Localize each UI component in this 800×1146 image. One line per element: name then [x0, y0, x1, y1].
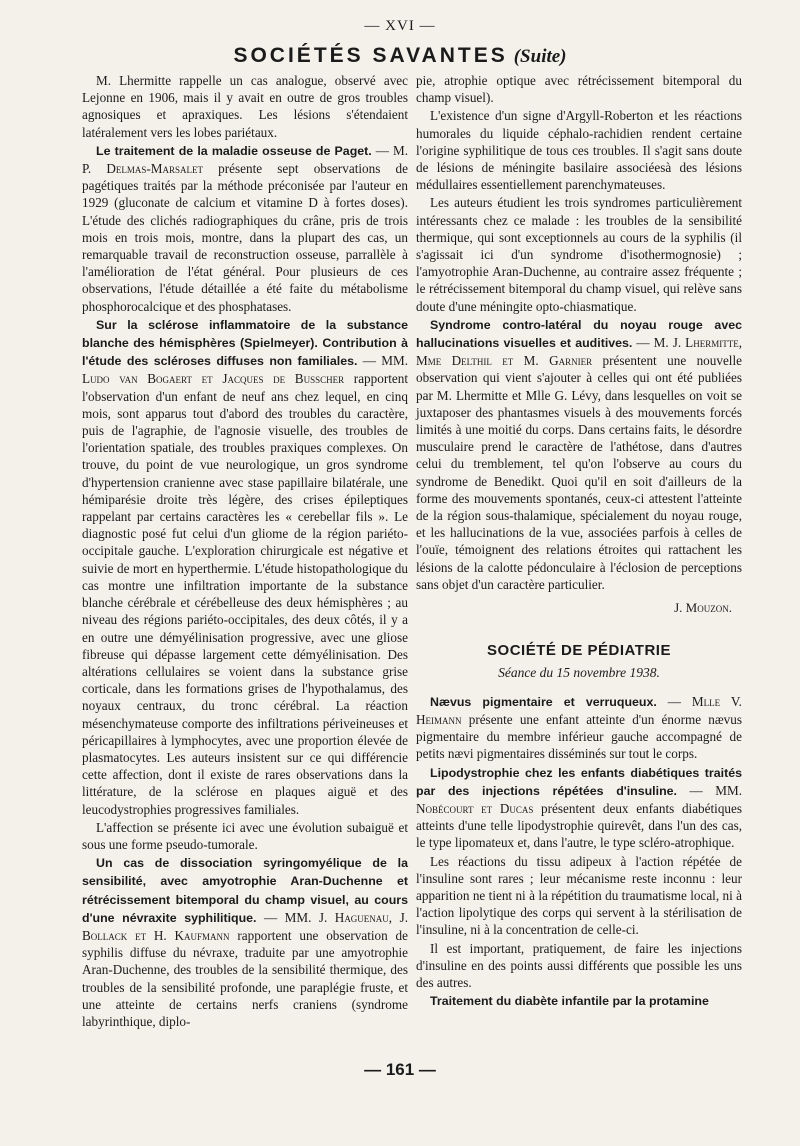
dash: — — [357, 353, 382, 369]
article-text: présente une enfant atteinte d'un énorme nævus pigmentaire du membre inférieur gauche accompagné de petits nævi pigmentaires disséminés sur tout le corps. — [416, 711, 742, 762]
right-column — [416, 72, 742, 1011]
running-head: — XVI — — [364, 18, 436, 34]
article-title: Syndrome contro-latéral du noyau rouge avec hallucinations visuelles et auditives. — [416, 317, 742, 351]
article-title: Lipodystrophie chez les enfants diabétiques traités par des injections répétées d'insuline. — [416, 765, 742, 798]
page-title — [0, 44, 800, 68]
right-paragraph-8: Il est important, pratiquement, de faire les injections d'insuline en des points aussi différents que possible les uns des autres. — [416, 940, 742, 990]
article-authors: MM. J. Haguenau, J. Bollack et H. Kaufmann — [82, 909, 409, 943]
naevus-article — [416, 693, 742, 763]
lipodystrophie-article — [416, 764, 742, 852]
page-number: — 161 — — [364, 1060, 436, 1079]
article-authors: M. J. Lhermitte, Mme Delthil et M. Garnier — [416, 335, 743, 369]
right-paragraph-2: L'existence d'un signe d'Argyll-Roberton et les réactions humorales du liquide céphalo-rachidien rendent certaine l'origine syphilitique de tous ces troubles. Il s'agit sans doute de lésions de méningite basilaire associéesà des lésions médullaires essentiellement parenchymateuses. — [416, 108, 742, 193]
noyau-rouge-article — [416, 316, 742, 593]
article-authors: M. P. Delmas-Marsalet — [82, 142, 409, 177]
article-text: rapportent l'observation d'un enfant de neuf ans chez lequel, en cinq mois, sont apparus tout d'abord des troubles du caractère, puis de l'agraphie, de l'agnosie visuelle, des troubles de l'orientation spatiale, des troubles praxiques complexes. On trouve, du point de vue neurologique, un gros syndrome d'hypertension cranienne avec stase papillaire bilatérale, une hémiparésie droite très légère, des crises épileptiques rappelant par certains caractères les « cerebellar fils ». Le diagnostic posé fut celui d'un gliome de la région pariéto-occipitale gauche. L'exploration chirurgicale est négative et suivie de mort en hyperthermie. L'étude histopathologique du cas montre une infiltration importante de la substance blanche cérébrale et cérébelleuse des deux hémisphères ; au niveau des régions pariéto-occipitales, des deux côtés, il y a en outre une démyélinisation progressive, avec une gliose fibreuse qui dépasse largement cette démyélinisation. Des altérations cellulaires se voient dans la substance grise corticale, dans les formations grises de l'hypothalamus, des noyaux centraux, du tronc cérébral. La réaction mésenchymateuse comporte des infiltrations périveineuses et péricapillaires à lymphocytes, avec une proportion élevée de plasmatocytes. Les auteurs insistent sur ce qui différencie cette affection, dont il existe de rares observations dans la littérature, de la sclérose en plaques aiguë et des leucodystrophies progressives familiales. — [82, 371, 408, 817]
syringomyelie-article — [82, 854, 408, 1030]
article-authors: Mlle V. Heimann — [416, 693, 742, 727]
dash: — — [676, 782, 716, 798]
right-paragraph-3: Les auteurs étudient les trois syndromes particulièrement intéressants chez ce malade : les troubles de la sensibilité thermique, qui sont exceptionnels au cours de la syphilis (il s'agissait ici d'un syndrome d'isothermognosie) ; l'amyotrophie Aran-Duchenne, au contraire assez fréquente ; le rétrécissement bitemporal du champ visuel, qui relève sans doute d'une méningite opto-chiasmatique. — [416, 195, 742, 314]
title-text: SOCIÉTÉS SAVANTES — [233, 44, 508, 67]
left-paragraph-4: L'affection se présente ici avec une évolution subaiguë et sous une forme pseudo-tumorale. — [82, 819, 408, 852]
dash: — — [656, 693, 692, 709]
article-text: rapportent une observation de syphilis diffuse du névraxe, traduite par une amyotrophie Aran-Duchenne, des troubles de la sensibilité thermique, des troubles de la sensibilité profonde, une paraplégie fruste, et une atteinte de certains nerfs craniens (syndrome labyrinthique, diplo- — [82, 927, 408, 1029]
right-paragraph-1: pie, atrophie optique avec rétrécissement bitemporal du champ visuel). — [416, 73, 742, 106]
article-title: Traitement du diabète infantile par la protamine — [430, 994, 709, 1009]
dash: — — [371, 142, 393, 158]
article-text: présentent une nouvelle observation qui vient s'ajouter à celles qui ont été publiées par M. Lhermitte et Mlle G. Lévy, dans lesquelles on voit se juxtaposer des phantasmes visuels à des mouvements forcés limités à une moitié du corps. Dans certains faits, le désordre musculaire prend le caractère de l'athétose, dans d'autres celui du tremblement, tel qu'on l'observe au cours du syndrome de Benedikt. Quoi qu'il en soit d'ailleurs de la forme des mouvements spontanés, ceux-ci attestent l'atteinte de la région sous-thalamique, spécialement du noyau rouge, et les hallucinations de la vue, associées parfois à celles de l'ouïe, témoignent des relations étroites qui rattachent les lésions de la calotte pédonculaire à l'éclosion de perceptions sans objet d'un caractère particulier. — [416, 353, 742, 592]
article-title: Nævus pigmentaire et verruqueux. — [430, 694, 657, 709]
article-title: Sur la sclérose inflammatoire de la substance blanche des hémisphères (Spielmeyer). Contribution à l'étude des scléroses diffuses non familiales. — [82, 317, 408, 369]
article-authors: MM. Ludo van Bogaert et Jacques de Busscher — [82, 353, 408, 387]
article-title: Un cas de dissociation syringomyélique de la sensibilité, avec amyotrophie Aran-Duchenne et rétrécissement bitemporal du champ visuel, au cours d'une névraxite syphilitique. — [82, 856, 408, 925]
article-title: Le traitement de la maladie osseuse de Paget. — [96, 143, 372, 158]
left-paragraph-1: M. Lhermitte rappelle un cas analogue, observé avec Lejonne en 1906, mais il y avait en outre de gros troubles agnosiques et apraxiques. Les lésions s'étendaient latéralement vers les lobes pariétaux. — [82, 73, 408, 140]
paget-article — [82, 142, 408, 315]
article-text: présente sept observations de pagétiques traités par la méthode préconisée par l'auteur en 1929 (gluconate de calcium et vitamine D à fortes doses). L'étude des clichés radiographiques du crâne, pris de trois mois en trois mois, montre, dans la plupart des cas, un remarquable travail de reconstruction osseuse, parrallèle à l'amélioration de l'état général. Pour plusieurs de ces observations, l'étude détaillée a été faite du métabolisme phosphorocalcique et des phosphatases. — [82, 161, 408, 314]
article-authors: MM. Nobécourt et Ducas — [416, 782, 743, 816]
protamine-article-title — [416, 992, 742, 1010]
right-paragraph-7: Les réactions du tissu adipeux à l'action répétée de l'insuline sont rares ; leur mécanisme reste inconnu : leur apparition ne tient ni à la répétition du traumatisme local, ni à l'action lipolytique des corps qui servent à la stérilisation de l'insuline, ni à la concentration de celle-ci. — [416, 853, 742, 938]
dash: — — [256, 909, 285, 925]
title-suffix: (Suite) — [513, 46, 567, 67]
sclerose-article — [82, 316, 408, 818]
left-column — [82, 72, 408, 1031]
session-date: Séance du 15 novembre 1938. — [498, 664, 660, 680]
society-heading: SOCIÉTÉ DE PÉDIATRIE — [487, 642, 671, 660]
dash: — — [632, 335, 654, 351]
signature: J. Mouzon. — [674, 600, 732, 616]
article-text: présentent deux enfants diabétiques atteints d'une telle lipodystrophie quirevêt, dans l'un des cas, le type lipomateux et, dans l'autre, le type scléro-atrophique. — [416, 800, 743, 851]
